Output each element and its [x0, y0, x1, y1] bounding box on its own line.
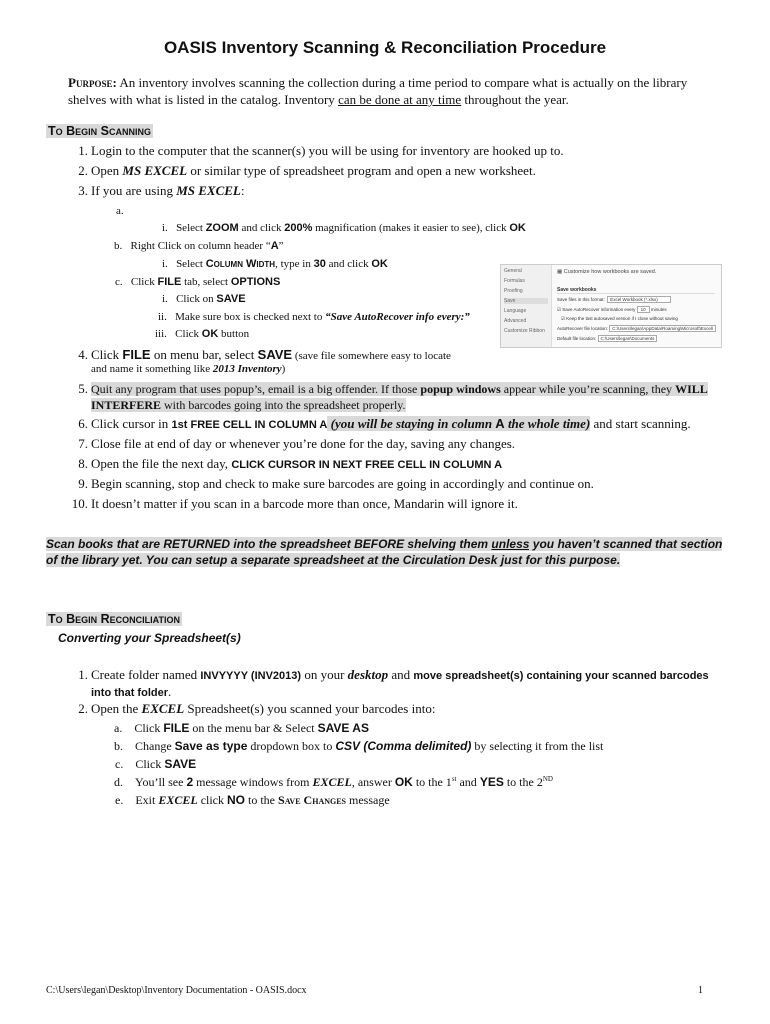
- step-9: 9. Begin scanning, stop and check to make sure barcodes are going in accordingly and continue on.: [78, 476, 594, 491]
- recon-step-2e: e. Exit EXCEL click NO to the Save Changes message: [115, 793, 390, 807]
- step-7: 7. Close file at end of day or whenever you’re done for the day, saving any changes.: [78, 436, 516, 451]
- step-8: 8. Open the file the next day, CLICK CURSOR IN NEXT FREE CELL IN COLUMN A: [78, 456, 503, 471]
- step-4-cont: and name it something like 2013 Inventory): [91, 363, 286, 375]
- purpose-label: Purpose:: [68, 75, 117, 90]
- save-format-row: Save files in this format: Excel Workbook (*.xlsx): [557, 297, 671, 302]
- sub-b: b. Right Click on column header “A”: [114, 240, 284, 252]
- sub-c-i: i. Click on SAVE: [162, 293, 246, 305]
- recon-step-2c: c. Click SAVE: [115, 757, 197, 771]
- options-menu: General Formulas Proofing Save Language Advanced Customize Ribbon: [501, 265, 552, 347]
- purpose-paragraph: Purpose: An inventory involves scanning the collection during a time period to compare what is actually on the library shelves with what is listed in the catalog. Inventory can be done at any time throughout the year.: [68, 75, 688, 107]
- sub-b-i: i. Select Column Width, type in 30 and click OK: [162, 258, 388, 270]
- autorecover-location-row: AutoRecover file location: C:\Users\legan\AppData\Roaming\Microsoft\Excel\: [557, 326, 716, 331]
- reconciliation-heading: To Begin Reconciliation: [48, 612, 180, 626]
- step-3: 3. If you are using MS EXCEL:: [78, 183, 245, 198]
- save-group-label: Save workbooks: [557, 287, 715, 294]
- default-location-row: Default file location: C:\Users\legan\Documents: [557, 336, 657, 341]
- autorecover-row: ☑ Save AutoRecover information every 10 minutes: [557, 307, 667, 312]
- recon-step-2d: d. You’ll see 2 message windows from EXCEL, answer OK to the 1st and YES to the 2ND: [114, 775, 553, 789]
- sub-c: c. Click FILE tab, select OPTIONS: [115, 276, 281, 288]
- keep-last-row: ☑ Keep the last autosaved version if I close without saving: [561, 316, 678, 321]
- step-5: 5. Quit any program that uses popup’s, email is a big offender. If those popup windows appear while you’re scanning, they WILL INTERFERE with barcodes going into the spreadsheet properly.: [78, 381, 708, 412]
- sub-c-ii: ii. Make sure box is checked next to “Save AutoRecover info every:”: [158, 311, 470, 323]
- step-1: 1. Login to the computer that the scanner(s) you will be using for inventory are hooked up to.: [78, 143, 564, 158]
- options-header: ▦ Customize how workbooks are saved.: [557, 269, 657, 275]
- reconciliation-subheading: Converting your Spreadsheet(s): [58, 631, 241, 645]
- excel-options-screenshot: [500, 264, 722, 348]
- sub-a-i: i. Select ZOOM and click 200% magnification (makes it easier to see), click OK: [162, 222, 526, 234]
- step-4: 4. Click FILE on menu bar, select SAVE (save file somewhere easy to locate: [78, 347, 451, 362]
- step-10: 10. It doesn’t matter if you scan in a barcode more than once, Mandarin will ignore it.: [71, 496, 518, 511]
- recon-step-1: 1. Create folder named INVYYYY (INV2013) on your desktop and move spreadsheet(s) containing your scanned barcodes into that folder.: [78, 667, 709, 699]
- recon-step-2: 2. Open the EXCEL Spreadsheet(s) you scanned your barcodes into:: [78, 701, 436, 716]
- step-6: 6. Click cursor in 1st FREE CELL IN COLUMN A (you will be staying in column A the whole time) and start scanning.: [78, 416, 691, 431]
- sub-c-iii: iii. Click OK button: [155, 328, 250, 340]
- page-title: OASIS Inventory Scanning & Reconciliation Procedure: [163, 38, 607, 57]
- recon-step-2b: b. Change Save as type dropdown box to CSV (Comma delimited) by selecting it from the list: [114, 739, 604, 753]
- recon-step-2a: a. Click FILE on the menu bar & Select SAVE AS: [114, 721, 369, 735]
- returned-books-note: Scan books that are RETURNED into the spreadsheet BEFORE shelving them unless you haven’t scanned that section of the library yet. You can setup a separate spreadsheet at the Circulation Desk just for this purpose.: [46, 537, 723, 567]
- footer-path: C:\Users\legan\Desktop\Inventory Documentation - OASIS.docx: [46, 985, 307, 996]
- scanning-heading: To Begin Scanning: [48, 124, 151, 138]
- page-number: 1: [698, 985, 703, 996]
- step-2: 2. Open MS EXCEL or similar type of spreadsheet program and open a new worksheet.: [78, 163, 536, 178]
- sub-a: a.: [116, 205, 124, 217]
